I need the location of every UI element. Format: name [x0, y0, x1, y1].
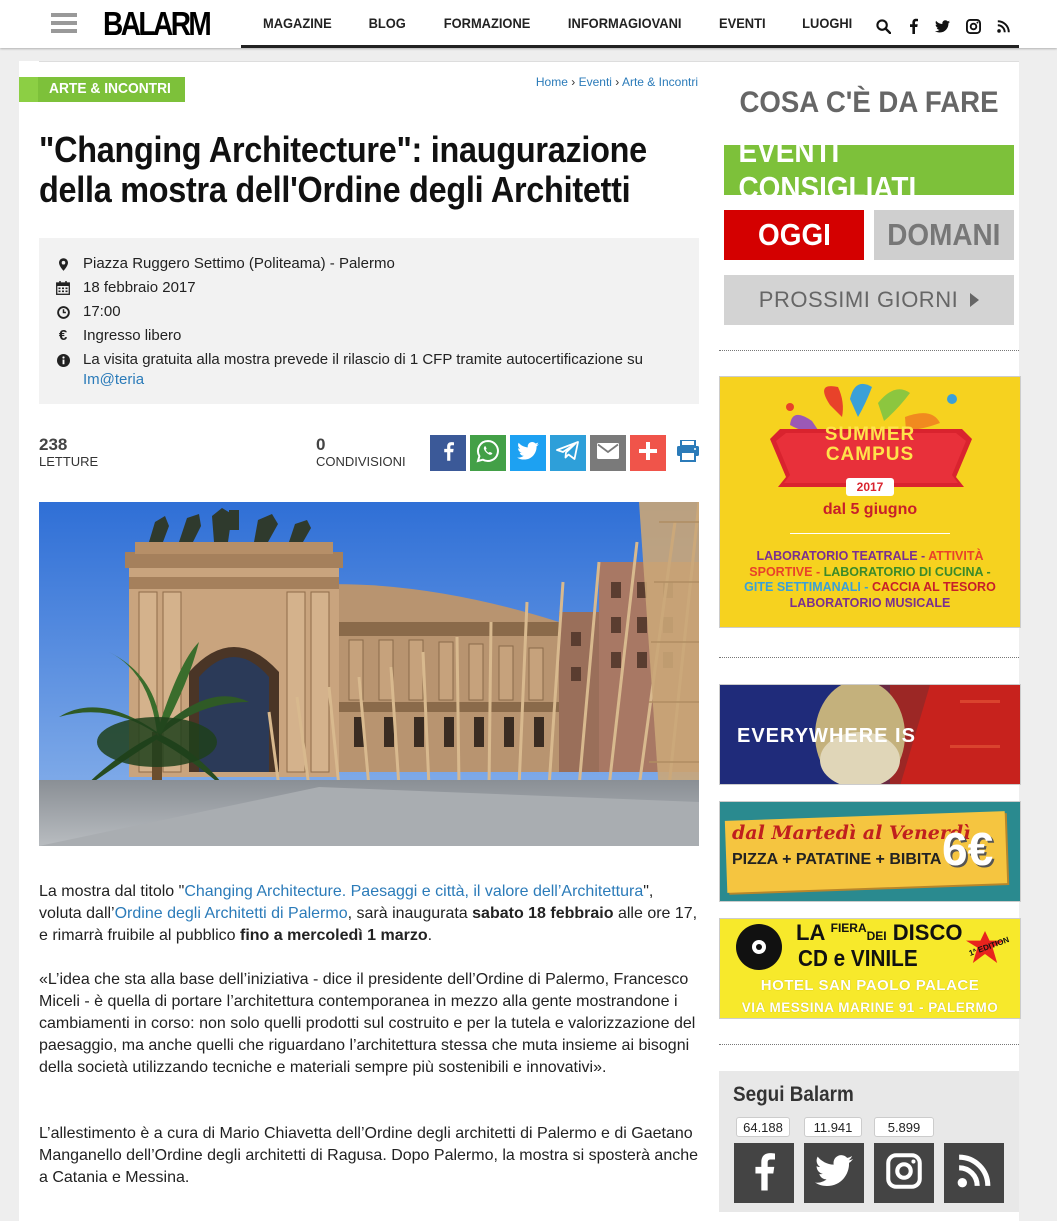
ad-pizza[interactable]: dal Martedì al Venerdì PIZZA + PATATINE + BIBITA 6€: [719, 801, 1021, 902]
share-email-button[interactable]: [590, 435, 626, 471]
nav-item-luoghi[interactable]: LUOGHI: [802, 14, 853, 31]
menu-icon[interactable]: [51, 13, 77, 33]
facebook-icon: [753, 1151, 775, 1196]
vinyl-icon: [736, 924, 782, 970]
body-paragraph-3: L’allestimento è a cura di Mario Chiavetta dell’Ordine degli architetti di Palermo e di Gaetano Manganello dell’Ordine degli architetti di Ragusa. Dopo Palermo, la mostra si sposterà anche a Catania e Messina.: [39, 1125, 699, 1186]
breadcrumb-eventi[interactable]: Eventi: [578, 75, 612, 89]
divider: [719, 1044, 1019, 1045]
whatsapp-icon: [476, 439, 500, 468]
twitter-icon[interactable]: [934, 18, 950, 34]
breadcrumb-category[interactable]: Arte & Incontri: [621, 75, 698, 89]
nav-item-formazione[interactable]: FORMAZIONE: [443, 14, 531, 31]
follow-rss-button[interactable]: [944, 1143, 1004, 1203]
envelope-icon: [597, 443, 619, 464]
breadcrumb: Home › Eventi › Arte & Incontri: [535, 75, 698, 89]
body-paragraph-1: La mostra dal titolo "Changing Architecture. Paesaggi e città, il valore dell’Architettura", voluta dall’Ordine degli Architetti di Palermo, sarà inaugurata sabato 18 febbraio alle ore 17, e rimarrà fruibile al pubblico fino a mercoledì 1 marzo.: [39, 883, 698, 944]
nav-item-informagiovani[interactable]: INFORMAGIOVANI: [567, 14, 682, 31]
euro-icon: €: [58, 327, 68, 344]
caret-right-icon: [970, 293, 979, 307]
print-button[interactable]: [670, 435, 706, 471]
follow-instagram-button[interactable]: [874, 1143, 934, 1203]
sidebar-title: COSA C'È DA FARE: [739, 86, 999, 119]
twitter-count: 11.941: [804, 1117, 862, 1137]
exhibition-link[interactable]: Changing Architecture. Paesaggi e città, il valore dell’Architettura: [184, 883, 644, 900]
nav-item-blog[interactable]: BLOG: [368, 14, 406, 31]
share-telegram-button[interactable]: [550, 435, 586, 471]
divider: [719, 657, 1019, 658]
divider: [719, 350, 1019, 351]
imateria-link[interactable]: Im@teria: [83, 371, 145, 388]
facebook-icon[interactable]: [905, 18, 921, 34]
follow-box: Segui Balarm 64.188 11.941 5.899: [719, 1071, 1019, 1212]
follow-facebook-button[interactable]: [734, 1143, 794, 1203]
breadcrumb-home[interactable]: Home: [535, 75, 568, 89]
search-icon[interactable]: [875, 18, 891, 34]
divider: [39, 61, 1019, 62]
ad-everywhere[interactable]: EVERYWHERE IS: [719, 684, 1021, 785]
share-whatsapp-button[interactable]: [470, 435, 506, 471]
twitter-icon: [815, 1155, 853, 1192]
article-title: "Changing Architecture": inaugurazione della mostra dell'Ordine degli Architetti: [39, 129, 647, 210]
rss-icon[interactable]: [995, 18, 1011, 34]
clock-icon: [56, 304, 70, 320]
facebook-icon: [443, 440, 454, 467]
nav-item-eventi[interactable]: EVENTI: [719, 14, 766, 31]
share-facebook-button[interactable]: [430, 435, 466, 471]
instagram-icon: [886, 1153, 922, 1194]
follow-twitter-button[interactable]: [804, 1143, 864, 1203]
ad-fiera-disco[interactable]: LA $^{FIERA}$DEI DISCO CD e VINILE 1ª EDITION HOTEL SAN PAOLO PALACE VIA MESSINA MARINE 91 - PALERMO: [719, 918, 1021, 1019]
reads-stat: 238 LETTURE: [39, 435, 99, 469]
rss-icon: [957, 1154, 991, 1193]
print-icon: [676, 440, 700, 467]
shares-stat: 0 CONDIVISIONI: [316, 435, 406, 469]
telegram-icon: [556, 441, 580, 466]
category-tag[interactable]: ARTE & INCONTRI: [19, 77, 185, 102]
share-more-button[interactable]: [630, 435, 666, 471]
ad-summer-campus[interactable]: SUMMER CAMPUS 2017 dal 5 giugno LABORATORIO TEATRALE - ATTIVITÀ SPORTIVE - LABORATORIO DI CUCINA - GITE SETTIMANALI - CACCIA AL TESORO LABORATORIO MUSICALE: [719, 376, 1021, 628]
ordine-architetti-link[interactable]: Ordine degli Architetti di Palermo: [114, 905, 348, 922]
domani-button[interactable]: DOMANI: [874, 210, 1014, 260]
twitter-icon: [517, 442, 539, 465]
share-twitter-button[interactable]: [510, 435, 546, 471]
info-circle-icon: [56, 352, 70, 368]
eventi-consigliati-button[interactable]: EVENTI CONSIGLIATI: [724, 145, 1014, 195]
calendar-icon: [56, 280, 70, 296]
nav-underline: [241, 45, 1019, 48]
nav-item-magazine[interactable]: MAGAZINE: [262, 14, 332, 31]
event-info-box: Piazza Ruggero Settimo (Politeama) - Palermo 18 febbraio 2017 17:00 € Ingresso libero La visita gratuita alla mostra prevede il rilascio di 1 CFP tramite autocertificazione su Im@teria: [39, 238, 699, 404]
facebook-count: 64.188: [736, 1117, 790, 1137]
instagram-count: 5.899: [874, 1117, 934, 1137]
oggi-button[interactable]: OGGI: [724, 210, 864, 260]
logo[interactable]: BALARM: [103, 5, 210, 42]
article-photo: [39, 502, 699, 846]
map-marker-icon: [56, 256, 70, 272]
main-nav: [241, 0, 1019, 45]
body-paragraph-2: «L’idea che sta alla base dell’iniziativa - dice il presidente dell’Ordine di Palermo, Francesco Miceli - è quella di portare l’architettura contemporanea in mezzo alla gente mostrandone i cambiamenti in corso: non solo quelli prodotti sul costruito e per la tutela e valorizzazione del paesaggio, ma anche quelli che riguardano l’architettura stessa che muta insieme ai bisogni della società utilizzando tecniche e materiali sempre più sostenibili e innovativi».: [39, 971, 696, 1076]
plus-icon: [639, 442, 657, 465]
instagram-icon[interactable]: [965, 18, 981, 34]
prossimi-giorni-button[interactable]: PROSSIMI GIORNI: [724, 275, 1014, 325]
